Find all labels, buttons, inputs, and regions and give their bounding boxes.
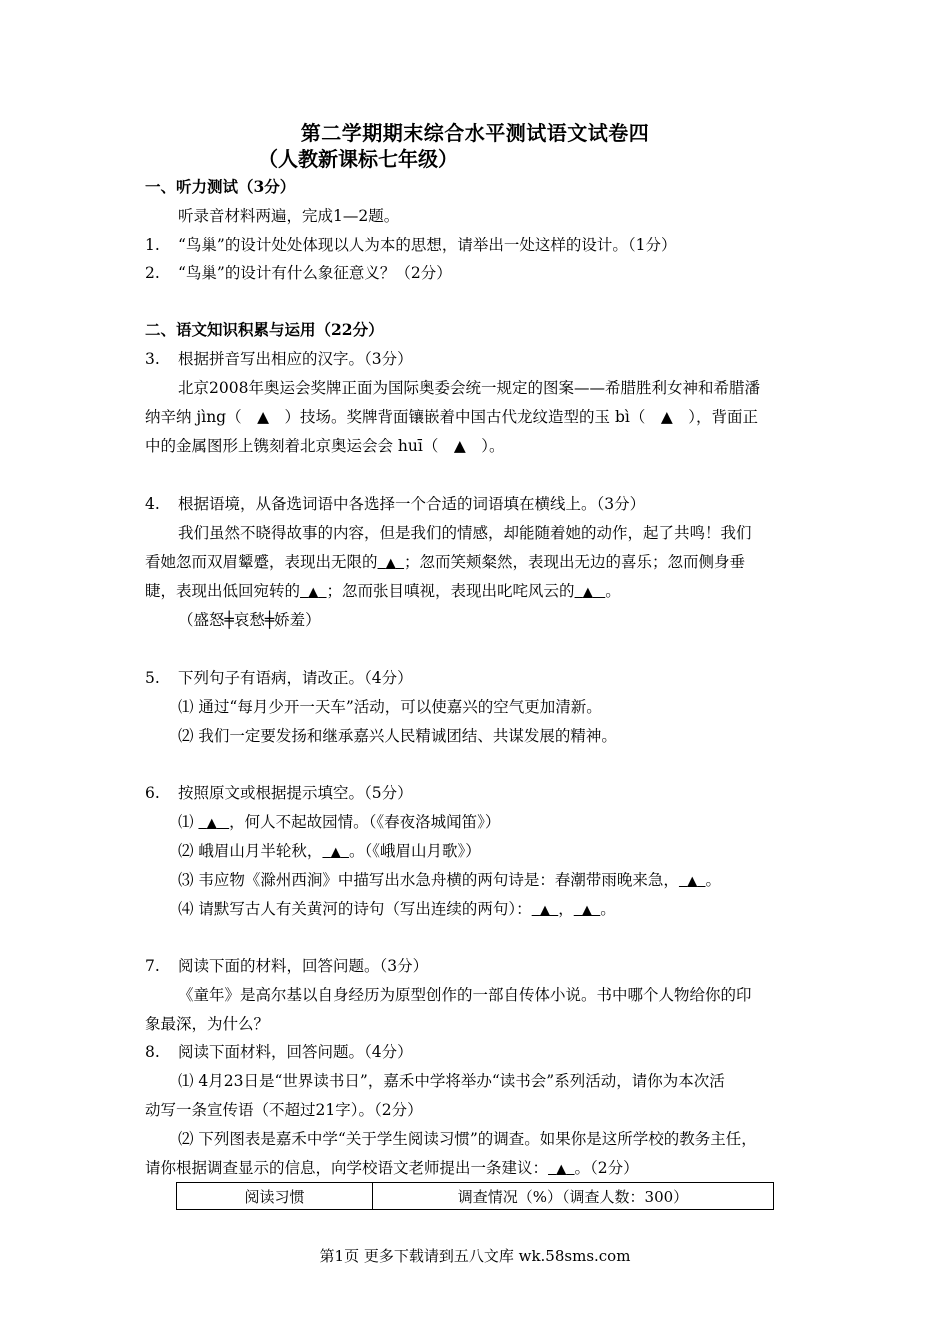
question-4 [145, 493, 645, 515]
sub-question: ⑵ 下列图表是嘉禾中学“关于学生阅读习惯”的调查。如果你是这所学校的教务主任， [178, 1130, 757, 1148]
section-heading: 二、语文知识积累与运用（22分） [145, 320, 384, 339]
blank-marker: ▲ [582, 585, 593, 600]
item-text: ⑴ [178, 813, 194, 831]
item-text: ⑵ 峨眉山月半轮秋， [178, 842, 323, 860]
passage-line: 北京2008年奥运会奖牌正面为国际奥委会统一规定的图案——希腊胜利女神和希腊潘 [178, 379, 760, 397]
item-text: 。（2分） [574, 1159, 639, 1177]
table-header-row [177, 1183, 774, 1210]
answer-blank[interactable] [532, 903, 559, 918]
answer-blank[interactable] [322, 845, 349, 860]
survey-table [176, 1182, 774, 1210]
fill-item [178, 840, 481, 864]
answer-blank[interactable] [574, 903, 601, 918]
page-footer: 第1页 更多下载请到五八文库 wk.58sms.com [319, 1247, 631, 1265]
item-text: ⑷ 请默写古人有关黄河的诗句（写出连续的两句）： [178, 900, 532, 918]
passage-line: 象最深，为什么？ [145, 1015, 270, 1033]
blank-marker: ▲ [556, 1162, 567, 1177]
blank-marker: ▲ [582, 903, 592, 918]
question-6 [145, 782, 413, 804]
question-text: 下列句子有语病，请改正。（4分） [178, 669, 413, 687]
blank-marker: ▲ [539, 903, 550, 918]
sub-question [145, 1157, 639, 1181]
item-text: ， [558, 900, 574, 918]
answer-blank[interactable] [575, 585, 606, 600]
question-number: 4. [145, 495, 160, 513]
table-header-cell: 阅读习惯 [177, 1183, 373, 1210]
passage-line: 纳辛纳 jìng（ ▲ ）技场。奖牌背面镶嵌着中国古代龙纹造型的玉 bì（ ▲ ），背面正 [145, 408, 758, 426]
passage-line [145, 580, 621, 604]
item-text: ，何人不起故园情。（《春夜洛城闻笛》） [229, 813, 501, 831]
passage-text: ；忽而笑颊粲然，表现出无边的喜乐；忽而侧身垂 [404, 553, 746, 571]
sub-question: 动写一条宣传语（不超过21字）。（2分） [145, 1101, 423, 1119]
question-number: 3. [145, 350, 160, 368]
item-text: 。 [600, 900, 616, 918]
passage-line: 中的金属图形上镌刻着北京奥运会会 huī（ ▲ ）。 [145, 437, 505, 455]
question-text: “鸟巢”的设计有什么象征意义？（2分） [178, 264, 452, 282]
blank-marker: ▲ [308, 585, 319, 600]
passage-text: 。 [605, 582, 621, 600]
fill-item [178, 898, 616, 922]
question-8 [145, 1041, 413, 1063]
fill-item [178, 811, 500, 835]
sentence-item: ⑴ 通过“每月少开一天车”活动，可以使嘉兴的空气更加清新。 [178, 698, 602, 716]
answer-blank[interactable] [679, 874, 706, 889]
item-text: 。 [705, 871, 721, 889]
question-text: 根据语境，从备选词语中各选择一个合适的词语填在横线上。（3分） [178, 495, 646, 513]
instruction-text: 听录音材料两遍，完成1—2题。 [178, 207, 400, 225]
passage-text: ；忽而张目嗔视，表现出叱咤风云的 [326, 582, 575, 600]
question-text: 根据拼音写出相应的汉字。（3分） [178, 350, 413, 368]
question-number: 1. [145, 236, 160, 254]
answer-blank[interactable] [198, 816, 229, 831]
item-text: ⑶ 韦应物《滁州西涧》中描写出水急舟横的两句诗是：春潮带雨晚来急， [178, 871, 679, 889]
answer-blank[interactable] [548, 1162, 575, 1177]
sub-question: ⑴ 4月23日是“世界读书日”，嘉禾中学将举办“读书会”系列活动，请你为本次活 [178, 1072, 725, 1090]
question-text: 阅读下面材料，回答问题。（4分） [178, 1043, 413, 1061]
answer-blank[interactable] [378, 556, 405, 571]
question-number: 7. [145, 957, 160, 975]
question-5 [145, 667, 413, 689]
question-3 [145, 348, 413, 370]
passage-line: 我们虽然不晓得故事的内容，但是我们的情感，却能随着她的动作，起了共鸣！我们 [178, 524, 752, 542]
section-heading: 一、听力测试（3分） [145, 177, 296, 196]
blank-marker: ▲ [330, 845, 341, 860]
answer-blank[interactable] [300, 585, 327, 600]
question-number: 2. [145, 264, 160, 282]
item-text: 。（《峨眉山月歌》） [348, 842, 481, 860]
question-number: 5. [145, 669, 160, 687]
question-number: 8. [145, 1043, 160, 1061]
passage-text: 看她忽而双眉颦蹙，表现出无限的 [145, 553, 378, 571]
question-text: “鸟巢”的设计处处体现以人为本的思想，请举出一处这样的设计。（1分） [178, 236, 677, 254]
word-options: （盛怒╪哀愁╪娇羞） [178, 611, 321, 629]
blank-marker: ▲ [385, 556, 396, 571]
passage-line: 《童年》是高尔基以自身经历为原型创作的一部自传体小说。书中哪个人物给你的印 [178, 986, 752, 1004]
page-title: 第二学期期末综合水平测试语文试卷四 [300, 121, 650, 145]
question-text: 阅读下面的材料，回答问题。（3分） [178, 957, 429, 975]
table-header-cell: 调查情况（%）（调查人数：300） [373, 1183, 774, 1210]
sentence-item: ⑵ 我们一定要发扬和继承嘉兴人民精诚团结、共谋发展的精神。 [178, 727, 617, 745]
blank-marker: ▲ [206, 816, 217, 831]
question-2 [145, 262, 452, 284]
question-text: 按照原文或根据提示填空。（5分） [178, 784, 413, 802]
passage-text: 睫，表现出低回宛转的 [145, 582, 301, 600]
blank-marker: ▲ [687, 874, 698, 889]
page-subtitle: （人教新课标七年级） [258, 147, 458, 171]
question-1 [145, 234, 676, 256]
item-text: 请你根据调查显示的信息，向学校语文老师提出一条建议： [145, 1159, 549, 1177]
fill-item [178, 869, 721, 893]
question-number: 6. [145, 784, 160, 802]
passage-line [145, 551, 745, 575]
question-7 [145, 955, 428, 977]
